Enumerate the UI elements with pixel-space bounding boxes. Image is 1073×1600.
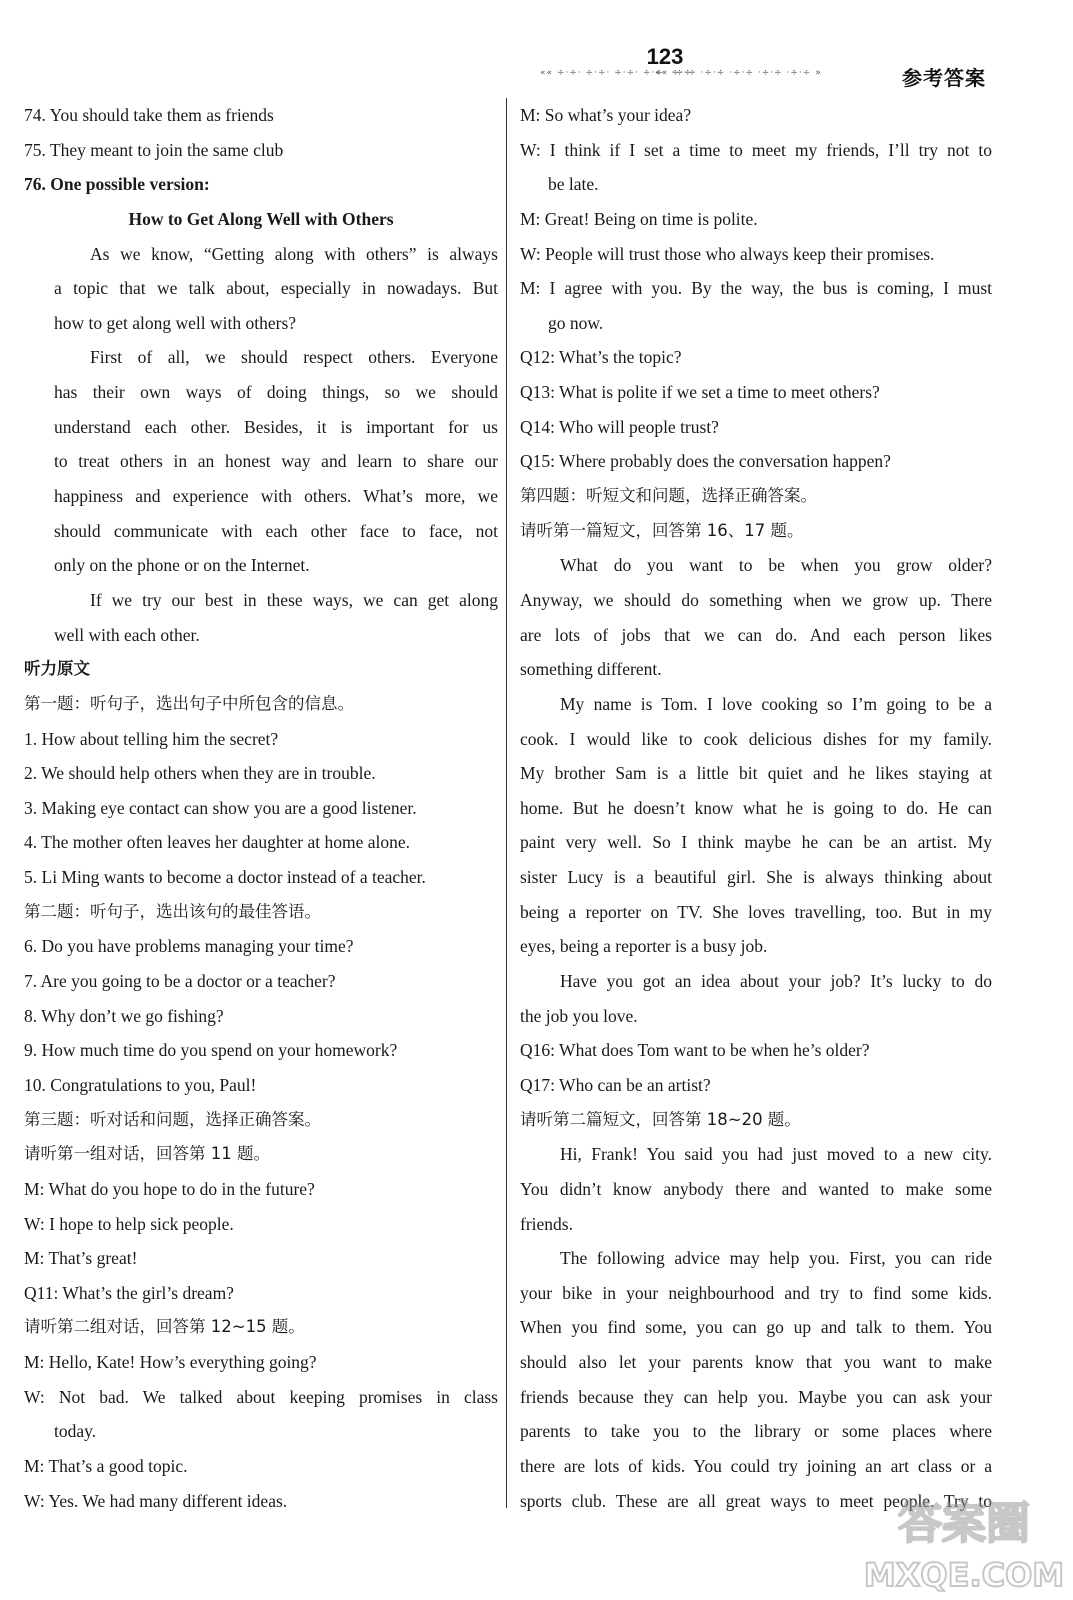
instruction-line: 请听第二篇短文，回答第 18~20 题。 [520, 1109, 801, 1129]
passage-line: parents to take you to the library or some places where [520, 1421, 992, 1442]
passage-line: eyes, being a reporter is a busy job. [520, 936, 768, 957]
passage-line: What do you want to be when you grow older? [560, 555, 992, 576]
transcript-line: 5. Li Ming wants to become a doctor instead of a teacher. [24, 867, 426, 888]
passage-line: should also let your parents know that you want to make [520, 1352, 992, 1373]
essay-line: understand each other. Besides, it is important for us [54, 416, 498, 437]
passage-line: being a reporter on TV. She loves travelling, too. But in my [520, 901, 992, 922]
transcript-line: 2. We should help others when they are in trouble. [24, 763, 376, 784]
passage-line: My brother Sam is a little bit quiet and he likes staying at [520, 763, 992, 784]
passage-line: sports club. These are all great ways to meet people. Try to [520, 1490, 992, 1511]
header-decoration-right: «« ·÷·÷ ·÷·÷ ·÷·÷ ·÷·÷ ·÷·÷ » [655, 68, 822, 78]
passage-line: home. But he doesn’t know what he is going to do. He can [520, 797, 992, 818]
transcript-line: M: What do you hope to do in the future? [24, 1178, 315, 1199]
transcript-line: 10. Congratulations to you, Paul! [24, 1074, 257, 1095]
transcript-line: M: So what’s your idea? [520, 105, 692, 125]
transcript-line: Q14: Who will people trust? [520, 416, 719, 437]
transcript-line: M: Hello, Kate! How’s everything going? [24, 1352, 317, 1373]
essay-line: First of all, we should respect others. Everyone [90, 347, 498, 368]
passage-line: cook. I would like to cook delicious dishes for my family. [520, 728, 992, 749]
instruction-line: 第三题：听对话和问题，选择正确答案。 [24, 1109, 321, 1129]
instruction-line: 第一题：听句子，选出句子中所包含的信息。 [24, 693, 354, 713]
passage-line: paint very well. So I think maybe he can be an artist. My [520, 832, 992, 853]
transcript-line: 8. Why don’t we go fishing? [24, 1005, 224, 1026]
instruction-line: 请听第二组对话，回答第 12~15 题。 [24, 1317, 305, 1337]
passage-line: something different. [520, 659, 662, 680]
essay-line: well with each other. [54, 624, 200, 645]
question-line: Q17: Who can be an artist? [520, 1074, 711, 1095]
passage-line: sister Lucy is a beautiful girl. She is always thinking about [520, 867, 992, 888]
transcript-line: M: I agree with you. By the way, the bus is coming, I must [520, 278, 992, 299]
answer-line: 75. They meant to join the same club [24, 139, 284, 160]
essay-line: to treat others in an honest way and learn to share our [54, 451, 498, 472]
answer-line: 76. One possible version: [24, 174, 210, 195]
passage-line: You didn’t know anybody there and wanted to make some [520, 1178, 992, 1199]
instruction-line: 请听第一组对话，回答第 11 题。 [24, 1144, 270, 1164]
essay-line: happiness and experience with others. What’s more, we [54, 486, 498, 507]
essay-title: How to Get Along Well with Others [128, 208, 394, 229]
transcript-line: Q13: What is polite if we set a time to meet others? [520, 382, 880, 403]
transcript-line: W: I hope to help sick people. [24, 1213, 234, 1234]
passage-line: there are lots of kids. You could try joining an art class or a [520, 1455, 992, 1476]
instruction-line: 第四题：听短文和问题，选择正确答案。 [520, 486, 817, 506]
transcript-line: 7. Are you going to be a doctor or a teacher? [24, 971, 336, 992]
essay-line: As we know, “Getting along with others” is always [90, 243, 498, 264]
passage-line: your bike in your neighbourhood and try to find some kids. [520, 1282, 992, 1303]
transcript-line: M: That’s a good topic. [24, 1455, 188, 1476]
transcript-line: Q11: What’s the girl’s dream? [24, 1282, 234, 1303]
essay-line: a topic that we talk about, especially in nowadays. But [54, 278, 498, 299]
essay-line: how to get along well with others? [54, 312, 297, 333]
transcript-line: be late. [548, 174, 599, 195]
watermark-logo [860, 1486, 1065, 1596]
passage-line: My name is Tom. I love cooking so I’m going to be a [560, 693, 992, 714]
essay-line: If we try our best in these ways, we can get along [90, 589, 498, 610]
right-column [520, 98, 992, 1518]
transcript-line: M: Great! Being on time is polite. [520, 208, 758, 229]
left-column [24, 98, 498, 1518]
transcript-line: Q12: What’s the topic? [520, 347, 682, 368]
transcript-line: today. [54, 1421, 97, 1442]
passage-line: the job you love. [520, 1005, 638, 1026]
watermark-bottom-text: MXQE.COM [863, 1556, 1065, 1594]
passage-line: The following advice may help you. First, you can ride [560, 1248, 992, 1269]
transcript-line: 9. How much time do you spend on your homework? [24, 1040, 398, 1061]
section-title: 参考答案 [902, 66, 986, 90]
passage-line: friends because they can help you. Maybe you can ask your [520, 1386, 992, 1407]
section-heading: 听力原文 [24, 659, 90, 679]
transcript-line: go now. [548, 312, 604, 333]
transcript-line: 6. Do you have problems managing your time? [24, 936, 354, 957]
transcript-line: Q15: Where probably does the conversation happen? [520, 451, 891, 472]
transcript-line: 1. How about telling him the secret? [24, 728, 279, 749]
answer-line: 74. You should take them as friends [24, 105, 274, 125]
instruction-line: 第二题：听句子，选出该句的最佳答语。 [24, 901, 321, 921]
column-divider [506, 98, 507, 1508]
passage-line: When you find some, you can go up and talk to them. You [520, 1317, 992, 1338]
transcript-line: M: That’s great! [24, 1248, 138, 1269]
passage-line: Have you got an idea about your job? It’s lucky to do [560, 971, 992, 992]
page-number: 123 [646, 44, 684, 69]
passage-line: Hi, Frank! You said you had just moved to a new city. [560, 1144, 992, 1165]
transcript-line: W: Yes. We had many different ideas. [24, 1490, 288, 1511]
instruction-line: 请听第一篇短文，回答第 16、17 题。 [520, 520, 804, 540]
transcript-line: 3. Making eye contact can show you are a good listener. [24, 797, 417, 818]
essay-line: should communicate with each other face to face, not [54, 520, 498, 541]
transcript-line: W: I think if I set a time to meet my friends, I’ll try not to [520, 139, 992, 160]
question-line: Q16: What does Tom want to be when he’s older? [520, 1040, 870, 1061]
transcript-line: 4. The mother often leaves her daughter at home alone. [24, 832, 410, 853]
transcript-line: W: People will trust those who always keep their promises. [520, 243, 935, 264]
essay-line: only on the phone or on the Internet. [54, 555, 310, 576]
passage-line: are lots of jobs that we can do. And each person likes [520, 624, 992, 645]
page-header [0, 0, 1073, 100]
passage-line: friends. [520, 1213, 573, 1234]
essay-line: has their own ways of doing things, so we should [54, 382, 498, 403]
transcript-line: W: Not bad. We talked about keeping promises in class [24, 1386, 498, 1407]
passage-line: Anyway, we should do something when we grow up. There [520, 589, 992, 610]
watermark-top-text: 答案圈 [898, 1498, 1030, 1549]
header-decoration-left: «« ÷·÷· ÷·÷· ÷·÷· ÷·÷· ÷·÷· [540, 68, 697, 78]
